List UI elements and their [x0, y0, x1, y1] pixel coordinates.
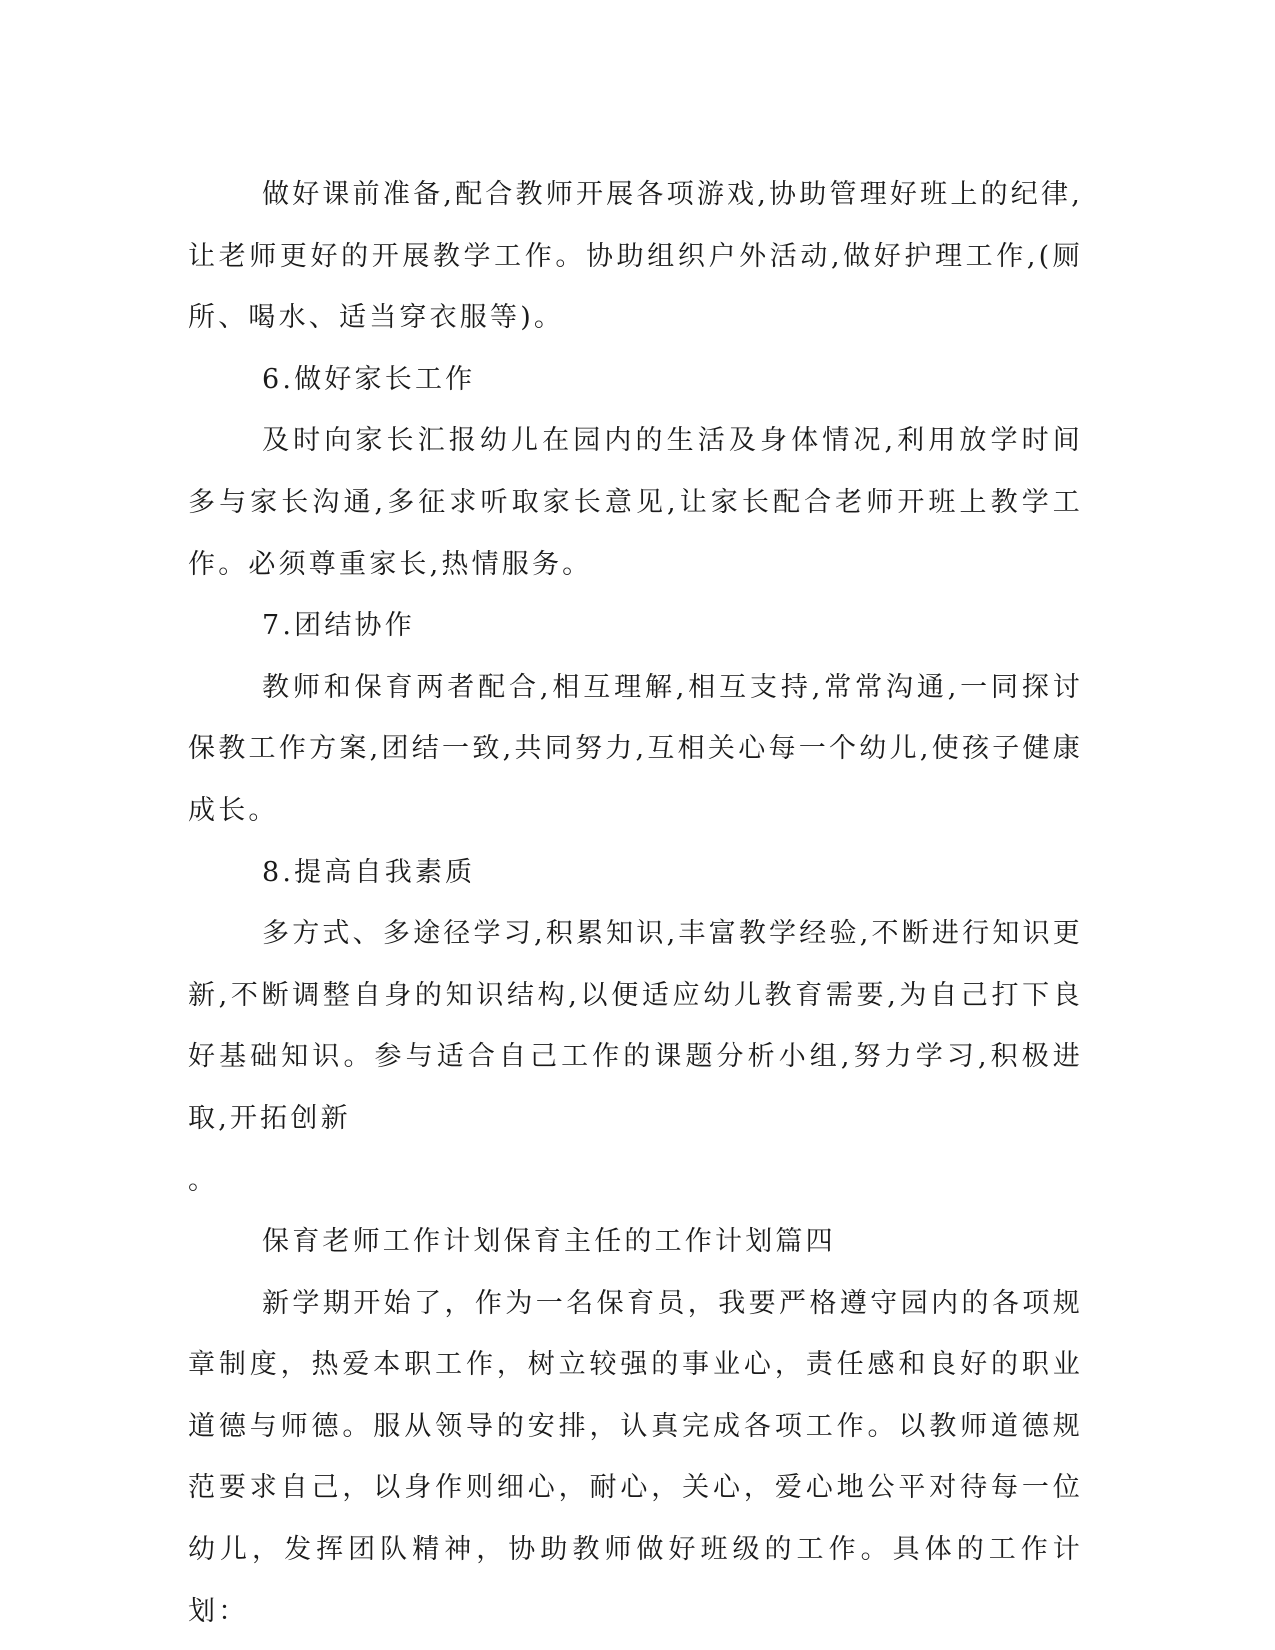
paragraph-parent-work: 及时向家长汇报幼儿在园内的生活及身体情况,利用放学时间多与家长沟通,多征求听取家长意见,让家长配合老师开班上教学工作。必须尊重家长,热情服务。	[188, 425, 1083, 580]
section-heading-self-improvement: 8.提高自我素质	[262, 856, 476, 888]
paragraph-teamwork: 教师和保育两者配合,相互理解,相互支持,常常沟通,一同探讨保教工作方案,团结一致,共同努力,互相关心每一个幼儿,使孩子健康成长。	[188, 671, 1083, 826]
paragraph-orphan-period: 。	[188, 1164, 219, 1196]
article-title-part-four: 保育老师工作计划保育主任的工作计划篇四	[262, 1226, 836, 1258]
paragraph-class-preparation: 做好课前准备,配合教师开展各项游戏,协助管理好班上的纪律,让老师更好的开展教学工作。协助组织户外活动,做好护理工作,(厕所、喝水、适当穿衣服等)。	[188, 179, 1083, 334]
paragraph-new-semester: 新学期开始了，作为一名保育员，我要严格遵守园内的各项规章制度，热爱本职工作，树立较强的事业心，责任感和良好的职业道德与师德。服从领导的安排，认真完成各项工作。以教师道德规范要求自己，以身作则细心，耐心，关心，爱心地公平对待每一位幼儿，发挥团队精神，协助教师做好班级的工作。具体的工作计划：	[188, 1287, 1083, 1627]
document-body	[188, 164, 1083, 1642]
paragraph-self-improvement: 多方式、多途径学习,积累知识,丰富教学经验,不断进行知识更新,不断调整自身的知识结构,以便适应幼儿教育需要,为自己打下良好基础知识。参与适合自己工作的课题分析小组,努力学习,积极进取,开拓创新	[188, 918, 1083, 1134]
section-heading-parent-work: 6.做好家长工作	[262, 363, 476, 395]
section-heading-teamwork: 7.团结协作	[262, 610, 415, 642]
